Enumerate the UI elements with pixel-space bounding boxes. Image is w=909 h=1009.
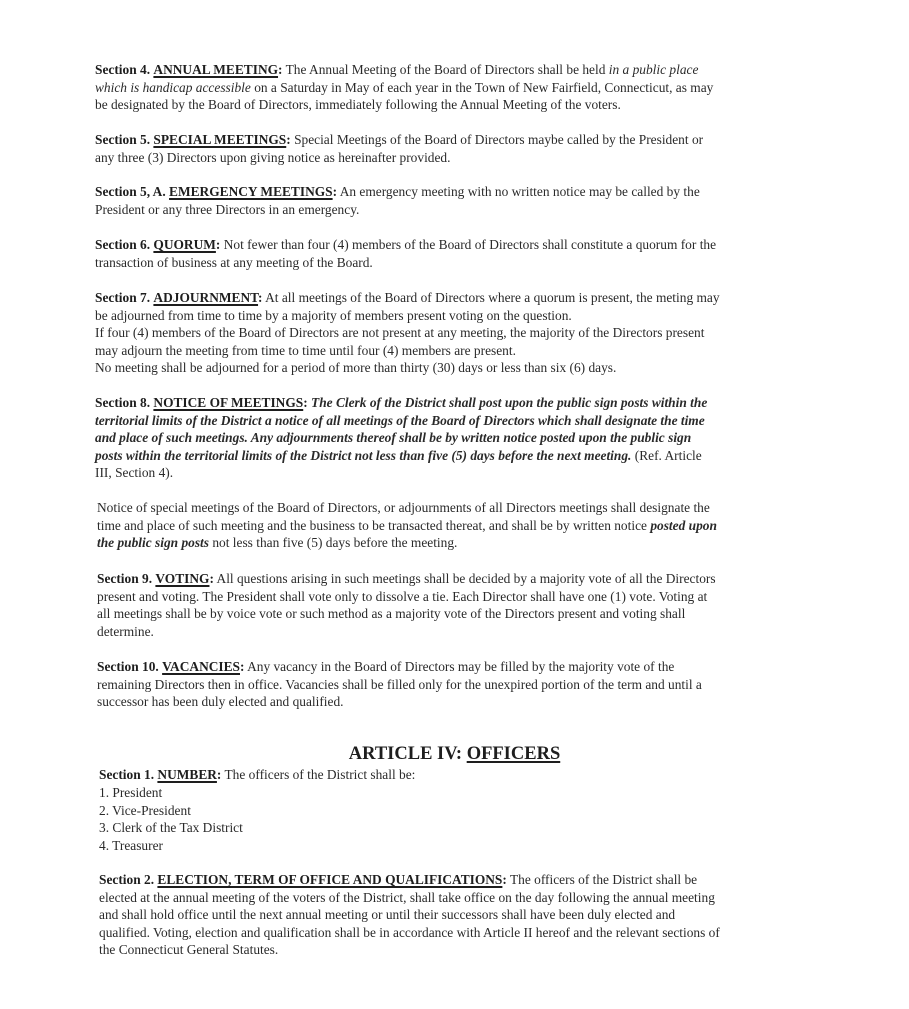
section-5a-emergency-meetings: Section 5, A. EMERGENCY MEETINGS: An emergency meeting with no written notice may be called by the President or any three Directors in an emergency.: [95, 184, 700, 217]
section-heading: VACANCIES: [162, 659, 240, 674]
section-heading: VOTING: [155, 571, 210, 586]
section-text: any three (3) Directors upon giving notice as hereinafter provided.: [95, 149, 451, 165]
section-text: be adjourned from time to time by a majority of members present voting on the question.: [95, 307, 572, 323]
section-text: Any vacancy in the Board of Directors may be filled by the majority vote of the: [247, 659, 675, 674]
section-9-voting: Section 9. VOTING: All questions arising in such meetings shall be decided by a majority vote of all the Directors present and voting. The President shall vote only to dissolve a tie. Each Director shall have one (1) vote. Voting at all meetings shall be by voice vote or such method as a majority vote of the Directors present and voting shall determine.: [97, 571, 716, 639]
list-item: 2. Vice-President: [99, 802, 191, 818]
section-number: Section 6.: [95, 237, 151, 252]
section-heading: NOTICE OF MEETINGS: [153, 395, 304, 410]
section-text: Not fewer than four (4) members of the Board of Directors shall constitute a quorum for the: [223, 237, 717, 252]
section-text: The Annual Meeting of the Board of Directors shall be held: [285, 62, 606, 77]
section-heading: ANNUAL MEETING: [153, 62, 279, 77]
section-text-bold-italic: posted upon: [650, 517, 717, 533]
section-heading: EMERGENCY MEETINGS: [169, 184, 333, 199]
section-text: be designated by the Board of Directors, immediately following the Annual Meeting of the voters.: [95, 97, 621, 113]
section-number: Section 1.: [99, 767, 155, 782]
section-number: Section 5.: [95, 132, 151, 147]
section-text: Notice of special meetings of the Board of Directors, or adjournments of all Directors meetings shall designate the: [97, 500, 710, 515]
section-text-italic: in a public place: [608, 62, 699, 77]
section-text: Special Meetings of the Board of Directors maybe called by the President or: [294, 132, 704, 147]
section-text: on a Saturday in May of each year in the Town of New Fairfield, Connecticut, as may: [254, 79, 714, 95]
section-text: An emergency meeting with no written notice may be called by the: [339, 184, 700, 199]
section-number: Section 8.: [95, 395, 151, 410]
section-heading: ADJOURNMENT: [153, 290, 259, 305]
section-text: successor has been duly elected and qualified.: [97, 694, 344, 710]
section-number: Section 2.: [99, 872, 155, 887]
officers-list: [99, 784, 243, 854]
section-text-bold-italic: The Clerk of the District shall post upon the public sign posts within the: [311, 395, 708, 410]
section-text-bold-italic: and place of such meetings. Any adjournments thereof shall be by written notice posted upon the public sign: [95, 430, 692, 446]
section-text: not less than five (5) days before the meeting.: [212, 535, 458, 551]
article-title: [0, 744, 909, 765]
section-8-notice-of-meetings: Section 8. NOTICE OF MEETINGS: The Clerk of the District shall post upon the public sign posts within the territorial limits of the District a notice of all meetings of the Board of Directors which shall designate the time and place of such meetings. Any adjournments thereof shall be by written notice posted upon the public sign posts within the territorial limits of the District not less than five (5) days before the next meeting. (Ref. Article III, Section 4).: [95, 395, 708, 481]
section-text: all meetings shall be by voice vote or such method as a majority vote of the Directors present and voting shall: [97, 606, 686, 622]
section-number: Section 4.: [95, 62, 151, 77]
section-text: The officers of the District shall be: [509, 872, 698, 887]
section-text: may adjourn the meeting from time to time until four (4) members are present.: [95, 342, 516, 358]
section-text-bold-italic: posts within the territorial limits of the District not less than five (5) days before the next meeting.: [95, 447, 632, 463]
section-number: Section 9.: [97, 571, 153, 586]
section-7-adjournment: Section 7. ADJOURNMENT: At all meetings of the Board of Directors where a quorum is present, the meting may be adjourned from time to time by a majority of members present voting on the question. If four (4) members of the Board of Directors are not present at any meeting, the majority of the Directors present may adjourn the meeting from time to time until four (4) members are present. No meeting shall be adjourned for a period of more than thirty (30) days or less than six (6) days.: [95, 290, 720, 376]
section-text-italic: which is handicap accessible: [95, 79, 251, 95]
section-text: the Connecticut General Statutes.: [99, 942, 279, 958]
section-text: The officers of the District shall be:: [224, 767, 416, 782]
section-heading: SPECIAL MEETINGS: [153, 132, 287, 147]
section-4-annual-meeting: Section 4. ANNUAL MEETING: The Annual Meeting of the Board of Directors shall be held in a public place which is handicap accessible on a Saturday in May of each year in the Town of New Fairfield, Connecticut, as may be designated by the Board of Directors, immediately following the Annual Meeting of the voters.: [95, 62, 714, 113]
section-10-vacancies: Section 10. VACANCIES: Any vacancy in the Board of Directors may be filled by the majority vote of the remaining Directors then in office. Vacancies shall be filled only for the unexpired portion of the term and until a successor has been duly elected and qualified.: [97, 659, 702, 710]
article-prefix: ARTICLE IV:: [348, 744, 463, 764]
list-item: 4. Treasurer: [99, 837, 163, 853]
section-number: Section 5, A.: [95, 184, 166, 199]
section-number: Section 10.: [97, 659, 159, 674]
section-text: elected at the annual meeting of the voters of the District, shall take office on the day following the annual meeting: [99, 889, 715, 905]
section-text: If four (4) members of the Board of Directors are not present at any meeting, the majority of the Directors present: [95, 325, 705, 341]
section-text: (Ref. Article: [634, 447, 702, 463]
section-8-special-notice: [97, 499, 717, 552]
section-text: determine.: [97, 623, 154, 639]
section-text: present and voting. The President shall vote only to dissolve a tie. Each Director shall have one (1) vote. Voting at: [97, 588, 708, 604]
list-item: 3. Clerk of the Tax District: [99, 820, 243, 836]
officers-section-2-election: Section 2. ELECTION, TERM OF OFFICE AND QUALIFICATIONS: The officers of the District shall be elected at the annual meeting of the voters of the District, shall take office on the day following the annual meeting and shall hold office until the next annual meeting or until their successors shall have been duly elected and qualified. Voting, election and qualification shall be in accordance with Article II hereof and the relevant sections of the Connecticut General Statutes.: [99, 872, 720, 958]
section-heading: QUORUM: [153, 237, 216, 252]
officers-section-1-number: Section 1. NUMBER: The officers of the District shall be:: [99, 767, 416, 782]
section-text: and shall hold office until the next annual meeting or until their successors shall have been duly elected and: [99, 907, 676, 923]
section-text: All questions arising in such meetings shall be decided by a majority vote of all the Directors: [216, 571, 716, 586]
section-text: At all meetings of the Board of Directors where a quorum is present, the meting may: [265, 290, 720, 305]
section-text: qualified. Voting, election and qualification shall be in accordance with Article II hereof and the relevant sections of: [99, 924, 720, 940]
section-text: transaction of business at any meeting of the Board.: [95, 254, 373, 270]
section-text: remaining Directors then in office. Vacancies shall be filled only for the unexpired portion of the term and until a: [97, 676, 702, 692]
article-heading: OFFICERS: [466, 744, 561, 764]
section-text: No meeting shall be adjourned for a period of more than thirty (30) days or less than six (6) days.: [95, 360, 617, 376]
section-heading: ELECTION, TERM OF OFFICE AND QUALIFICATIONS: [157, 872, 503, 887]
list-item: 1. President: [99, 785, 163, 800]
section-text: President or any three Directors in an emergency.: [95, 201, 360, 217]
section-5-special-meetings: Section 5. SPECIAL MEETINGS: Special Meetings of the Board of Directors maybe called by the President or any three (3) Directors upon giving notice as hereinafter provided.: [95, 132, 704, 165]
section-text-bold-italic: the public sign posts: [97, 535, 209, 551]
section-text-bold-italic: territorial limits of the District a notice of all meetings of the Board of Directors which shall designate the time: [95, 412, 705, 428]
section-number: Section 7.: [95, 290, 151, 305]
section-6-quorum: Section 6. QUORUM: Not fewer than four (4) members of the Board of Directors shall constitute a quorum for the transaction of business at any meeting of the Board.: [95, 237, 717, 270]
section-text: time and place of such meeting and the business to be transacted thereat, and shall be by written notice: [97, 517, 647, 533]
section-text: III, Section 4).: [95, 465, 174, 481]
section-heading: NUMBER: [157, 767, 217, 782]
